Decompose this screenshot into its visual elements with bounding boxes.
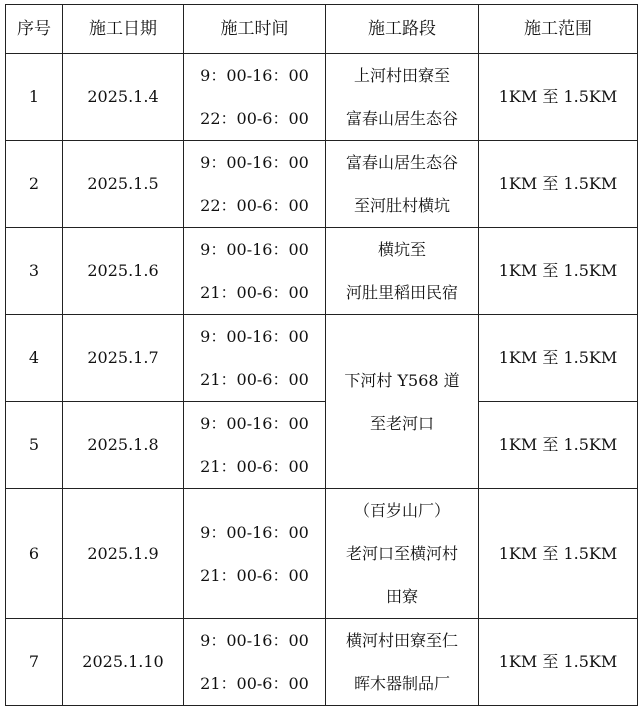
route-line: 晖木器制品厂 [353,674,450,693]
table-row [6,402,638,489]
time-line: 9：00-16：00 [200,631,309,650]
table-row [6,619,638,706]
table-row [6,54,638,141]
time-line: 9：00-16：00 [200,327,309,346]
route-line: 至老河口 [369,413,434,433]
seq-cell: 4 [6,315,63,402]
route-cell [326,619,479,706]
range-cell: 1KM 至 1.5KM [479,141,638,228]
time-line: 9：00-16：00 [200,414,309,433]
time-line: 9：00-16：00 [200,240,309,259]
route-line: 富春山居生态谷 [345,153,458,172]
range-cell: 1KM 至 1.5KM [479,489,638,619]
header-seq: 序号 [6,5,63,54]
seq-cell: 5 [6,402,63,489]
date-cell: 2025.1.8 [63,402,184,489]
route-cell [326,489,479,619]
header-range: 施工范围 [479,5,638,54]
time-line: 21：00-6：00 [200,457,309,476]
time-line: 9：00-16：00 [200,66,309,85]
time-line: 22：00-6：00 [200,196,309,215]
route-line: 至河肚村横坑 [353,196,450,215]
seq-cell: 6 [6,489,63,619]
time-line: 21：00-6：00 [200,674,309,693]
date-cell: 2025.1.4 [63,54,184,141]
time-cell [184,489,326,619]
route-line: （百岁山厂） [353,501,450,520]
time-cell [184,619,326,706]
date-cell: 2025.1.10 [63,619,184,706]
seq-cell: 7 [6,619,63,706]
header-date: 施工日期 [63,5,184,54]
time-line: 22：00-6：00 [200,109,309,128]
range-cell: 1KM 至 1.5KM [479,402,638,489]
route-line: 河肚里稻田民宿 [345,283,458,302]
route-line: 下河村 Y568 道 [344,370,460,390]
route-line: 富春山居生态谷 [345,109,458,128]
time-cell [184,54,326,141]
range-cell: 1KM 至 1.5KM [479,315,638,402]
header-time: 施工时间 [184,5,326,54]
header-row [6,5,638,54]
time-line: 21：00-6：00 [200,283,309,302]
route-cell [326,54,479,141]
seq-cell: 3 [6,228,63,315]
seq-cell: 1 [6,54,63,141]
time-line: 21：00-6：00 [200,565,309,585]
date-cell: 2025.1.9 [63,489,184,619]
route-cell [326,141,479,228]
time-line: 21：00-6：00 [200,370,309,389]
table-row [6,141,638,228]
range-cell: 1KM 至 1.5KM [479,54,638,141]
range-cell: 1KM 至 1.5KM [479,228,638,315]
route-line: 田寮 [385,587,418,606]
time-line: 9：00-16：00 [200,153,309,172]
table-row [6,315,638,402]
route-line: 上河村田寮至 [353,66,450,85]
header-route: 施工路段 [326,5,479,54]
time-cell [184,228,326,315]
route-cell-merged [326,315,479,489]
route-line: 横坑至 [377,240,426,259]
time-cell [184,141,326,228]
time-line: 9：00-16：00 [200,522,309,542]
date-cell: 2025.1.7 [63,315,184,402]
date-cell: 2025.1.6 [63,228,184,315]
route-line: 老河口至横河村 [345,544,458,563]
seq-cell: 2 [6,141,63,228]
time-cell [184,315,326,402]
route-line: 横河村田寮至仁 [345,631,458,650]
date-cell: 2025.1.5 [63,141,184,228]
table-row [6,228,638,315]
route-cell [326,228,479,315]
table-row [6,489,638,619]
time-cell [184,402,326,489]
construction-schedule-table [5,4,638,706]
range-cell: 1KM 至 1.5KM [479,619,638,706]
